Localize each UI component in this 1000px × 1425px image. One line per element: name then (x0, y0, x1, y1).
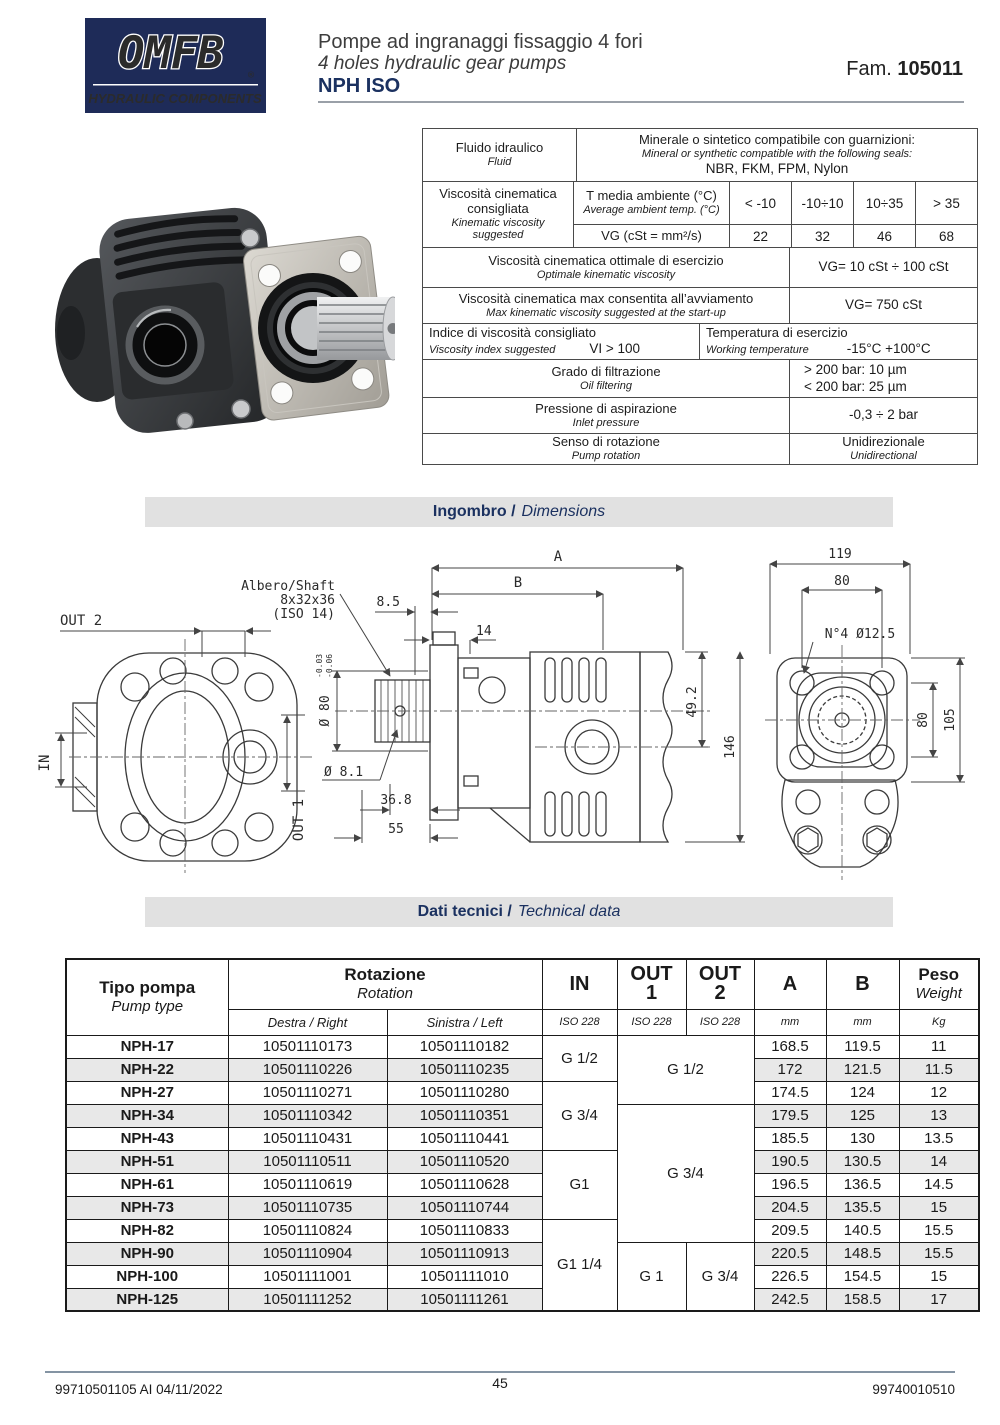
logo-brand-text: OMFB (118, 28, 224, 79)
dim-a: 220.5 (754, 1242, 826, 1265)
spec-label-optimal-viscosity: Viscosità cinematica ottimale di esercizio Optimale kinematic viscosity (488, 252, 724, 281)
out2-thread-group: G 3/4 (686, 1242, 754, 1311)
code-right: 10501110511 (228, 1150, 387, 1173)
table-row (66, 1104, 979, 1127)
dim-a: 185.5 (754, 1127, 826, 1150)
out1-port-label: OUT 1 (291, 798, 307, 842)
dim-b: 124 (826, 1081, 899, 1104)
unit-mm-a: mm (754, 1009, 826, 1035)
dim-a: 190.5 (754, 1150, 826, 1173)
header-rotation-right: Destra / Right (228, 1009, 387, 1035)
code-left: 10501111010 (387, 1265, 542, 1288)
dim-a: 209.5 (754, 1219, 826, 1242)
in-thread-group: G 1/2 (542, 1035, 617, 1081)
pump-model: NPH-43 (66, 1127, 228, 1150)
code-left: 10501110441 (387, 1127, 542, 1150)
spec-label-rotation: Senso di rotazione Pump rotation (552, 434, 660, 463)
dim-80-right-label: 80 (916, 712, 931, 728)
code-right: 10501110173 (228, 1035, 387, 1058)
dim-B-label: B (513, 575, 523, 591)
code-left: 10501110351 (387, 1104, 542, 1127)
pump-model: NPH-51 (66, 1150, 228, 1173)
table-row (66, 1127, 979, 1150)
dim-b: 154.5 (826, 1265, 899, 1288)
omfb-logo-graphic (85, 18, 266, 113)
dim-8-1-label: Ø 8.1 (324, 765, 364, 780)
unit-mm-b: mm (826, 1009, 899, 1035)
out1-thread-group: G 1 (617, 1242, 686, 1311)
unit-kg: Kg (899, 1009, 979, 1035)
vg-value-1: 22 (729, 225, 791, 247)
code-left: 10501110235 (387, 1058, 542, 1081)
dim-36-8-label: 36.8 (380, 793, 412, 808)
vg-value-2: 32 (791, 225, 853, 247)
weight: 13.5 (899, 1127, 979, 1150)
dim-d80-label: Ø 80 (318, 695, 333, 727)
header-rotation-left: Sinistra / Left (387, 1009, 542, 1035)
dim-119-label: 119 (828, 547, 852, 562)
in-thread-group: G1 (542, 1150, 617, 1219)
side-view-drawing (240, 540, 770, 885)
pump-model: NPH-90 (66, 1242, 228, 1265)
dim-8-5-label: 8.5 (376, 595, 400, 610)
footer-rule (45, 1371, 955, 1373)
family-code (846, 58, 963, 81)
temp-range-4: > 35 (915, 182, 977, 224)
bolt-head (232, 400, 250, 418)
family-label: Fam. (846, 58, 892, 80)
pump-shaft (317, 297, 395, 360)
pump-model: NPH-125 (66, 1288, 228, 1311)
weight: 14 (899, 1150, 979, 1173)
temp-range-2: -10÷10 (791, 182, 853, 224)
pump-model: NPH-82 (66, 1219, 228, 1242)
shaft-callout-line2: 8x32x36 (280, 593, 335, 608)
spec-value-fluid: Minerale o sintetico compatibile con guarnizioni: Mineral or synthetic compatible with the following seals: NBR, FKM, FPM, Nylon (576, 129, 977, 181)
pump-model: NPH-61 (66, 1173, 228, 1196)
pump-model: NPH-73 (66, 1196, 228, 1219)
technical-data-section-bar (145, 897, 893, 927)
spec-value-optimal-viscosity: VG= 10 cSt ÷ 100 cSt (789, 248, 977, 287)
dim-a: 172 (754, 1058, 826, 1081)
spec-value-max-viscosity: VG= 750 cSt (789, 288, 977, 323)
shaft-callout-line1: Albero/Shaft (241, 579, 335, 594)
ambient-temp-label: T media ambiente (°C) Average ambient temp. (°C) (583, 188, 720, 217)
dimensions-section-bar (145, 497, 893, 527)
dim-a: 168.5 (754, 1035, 826, 1058)
shaft-callout-line3: (ISO 14) (272, 607, 335, 622)
rear-view-drawing (755, 540, 990, 885)
pump-model: NPH-22 (66, 1058, 228, 1081)
spec-label-max-viscosity: Viscosità cinematica max consentita all’avviamento Max kinematic viscosity suggested at the start-up (458, 290, 754, 319)
dim-80-top-label: 80 (834, 574, 850, 589)
dim-b: 148.5 (826, 1242, 899, 1265)
logo-registered-mark: ® (248, 70, 255, 81)
spec-working-temp: Temperatura di esercizio Working temperature -15°C +100°C (699, 324, 977, 359)
dim-d80-tol-lower: -0.06 (325, 653, 334, 678)
weight: 17 (899, 1288, 979, 1311)
code-right: 10501110824 (228, 1219, 387, 1242)
header-in: IN (542, 959, 617, 1009)
in-port-label: IN (37, 754, 53, 772)
dimensions-title-en: Dimensions (521, 503, 606, 520)
code-left: 10501110628 (387, 1173, 542, 1196)
vg-label: VG (cSt = mm²/s) (601, 227, 702, 243)
bolt-head (241, 229, 259, 247)
dim-a: 242.5 (754, 1288, 826, 1311)
dim-b: 130.5 (826, 1150, 899, 1173)
table-row (66, 1219, 979, 1242)
footer-reference-code: 99740010510 (872, 1382, 955, 1397)
dim-shaft-diameter (315, 654, 334, 727)
vg-value-3: 46 (853, 225, 915, 247)
pump-model: NPH-17 (66, 1035, 228, 1058)
dim-b: 130 (826, 1127, 899, 1150)
spec-label-viscosity: Viscosità cinematica consigliata Kinematic viscosity suggested (439, 185, 557, 242)
weight: 14.5 (899, 1173, 979, 1196)
code-left: 10501110520 (387, 1150, 542, 1173)
out2-port-label: OUT 2 (60, 613, 103, 629)
weight: 15 (899, 1196, 979, 1219)
pump-model: NPH-100 (66, 1265, 228, 1288)
dim-a: 196.5 (754, 1173, 826, 1196)
code-left: 10501110833 (387, 1219, 542, 1242)
spec-value-rotation: Unidirezionale Unidirectional (789, 434, 977, 464)
spec-label-filtering: Grado di filtrazione Oil filtering (551, 363, 661, 392)
dim-a: 226.5 (754, 1265, 826, 1288)
code-right: 10501110271 (228, 1081, 387, 1104)
dim-14-label: 14 (476, 624, 492, 639)
table-row (66, 1288, 979, 1311)
page-title (318, 31, 643, 97)
technical-title-en: Technical data (517, 903, 621, 920)
code-right: 10501110904 (228, 1242, 387, 1265)
dim-a: 174.5 (754, 1081, 826, 1104)
pump-model: NPH-27 (66, 1081, 228, 1104)
unit-iso-in: ISO 228 (542, 1009, 617, 1035)
technical-title-it: Dati tecnici / (417, 903, 512, 920)
table-row (66, 1196, 979, 1219)
header-out1: OUT 1 (617, 959, 686, 1009)
out-thread-group: G 1/2 (617, 1035, 754, 1104)
weight: 13 (899, 1104, 979, 1127)
spec-value-filtering: > 200 bar: 10 µm < 200 bar: 25 µm (789, 360, 977, 397)
dim-105-label: 105 (943, 708, 958, 732)
title-english: 4 holes hydraulic gear pumps (318, 53, 567, 75)
code-right: 10501110431 (228, 1127, 387, 1150)
table-row (66, 1150, 979, 1173)
technical-data-table (65, 958, 980, 1312)
pump-photo (45, 165, 395, 460)
dim-a: 204.5 (754, 1196, 826, 1219)
header-rotation: Rotazione Rotation (228, 959, 542, 1009)
unit-iso-out2: ISO 228 (686, 1009, 754, 1035)
temp-range-1: < -10 (729, 182, 791, 224)
weight: 15.5 (899, 1219, 979, 1242)
code-right: 10501110226 (228, 1058, 387, 1081)
unit-iso-out1: ISO 228 (617, 1009, 686, 1035)
table-row (66, 1265, 979, 1288)
logo-tagline: HYDRAULIC COMPONENTS (88, 91, 262, 106)
fluid-spec-table (422, 128, 978, 465)
weight: 15 (899, 1265, 979, 1288)
code-right: 10501110735 (228, 1196, 387, 1219)
code-left: 10501110744 (387, 1196, 542, 1219)
dim-49-2-label: 49.2 (685, 686, 700, 718)
dim-146-label: 146 (723, 735, 738, 759)
code-left: 10501110913 (387, 1242, 542, 1265)
vg-value-4: 68 (915, 225, 977, 247)
header-out2: OUT 2 (686, 959, 754, 1009)
omfb-logo (85, 18, 266, 113)
footer-document-code: 99710501105 AI 04/11/2022 (55, 1382, 223, 1397)
header-pump-type: Tipo pompa Pump type (66, 959, 228, 1035)
dim-55-label: 55 (388, 822, 404, 837)
code-left: 10501110280 (387, 1081, 542, 1104)
family-number: 105011 (897, 58, 963, 80)
table-row (66, 1242, 979, 1265)
mounting-holes-label: N°4 Ø12.5 (824, 627, 896, 642)
header-dim-a: A (754, 959, 826, 1009)
dim-d80-tol-upper: -0.03 (315, 653, 324, 678)
page-number: 45 (492, 1375, 508, 1391)
spec-value-inlet-pressure: -0,3 ÷ 2 bar (789, 398, 977, 433)
spec-viscosity-grid (573, 182, 977, 247)
dim-b: 125 (826, 1104, 899, 1127)
dim-b: 136.5 (826, 1173, 899, 1196)
pump-model: NPH-34 (66, 1104, 228, 1127)
weight: 15.5 (899, 1242, 979, 1265)
spec-label-inlet-pressure: Pressione di aspirazione Inlet pressure (535, 400, 677, 429)
code-right: 10501111252 (228, 1288, 387, 1311)
dim-A-label: A (553, 549, 563, 565)
dim-b: 121.5 (826, 1058, 899, 1081)
table-row (66, 1081, 979, 1104)
in-thread-group: G1 1/4 (542, 1219, 617, 1311)
weight: 11 (899, 1035, 979, 1058)
header-dim-b: B (826, 959, 899, 1009)
temp-range-3: 10÷35 (853, 182, 915, 224)
in-thread-group: G 3/4 (542, 1081, 617, 1150)
header-weight: Peso Weight (899, 959, 979, 1009)
table-row (66, 1035, 979, 1058)
dim-b: 158.5 (826, 1288, 899, 1311)
dim-b: 119.5 (826, 1035, 899, 1058)
dim-b: 135.5 (826, 1196, 899, 1219)
code-right: 10501111001 (228, 1265, 387, 1288)
table-row (66, 1173, 979, 1196)
out-thread-group: G 3/4 (617, 1104, 754, 1242)
spec-viscosity-index: Indice di viscosità consigliato Viscosity index suggested VI > 100 (429, 324, 641, 357)
dimensions-title-it: Ingombro / (432, 503, 516, 520)
title-italian: Pompe ad ingranaggi fissaggio 4 fori (318, 31, 643, 53)
weight: 11.5 (899, 1058, 979, 1081)
title-series: NPH ISO (318, 74, 401, 97)
code-left: 10501111261 (387, 1288, 542, 1311)
dim-a: 179.5 (754, 1104, 826, 1127)
weight: 12 (899, 1081, 979, 1104)
code-left: 10501110182 (387, 1035, 542, 1058)
spec-label-fluid: Fluido idraulico Fluid (455, 140, 544, 169)
table-row (66, 1058, 979, 1081)
code-right: 10501110342 (228, 1104, 387, 1127)
code-right: 10501110619 (228, 1173, 387, 1196)
header-rule (318, 101, 964, 103)
bolt-head (177, 413, 193, 429)
dim-b: 140.5 (826, 1219, 899, 1242)
